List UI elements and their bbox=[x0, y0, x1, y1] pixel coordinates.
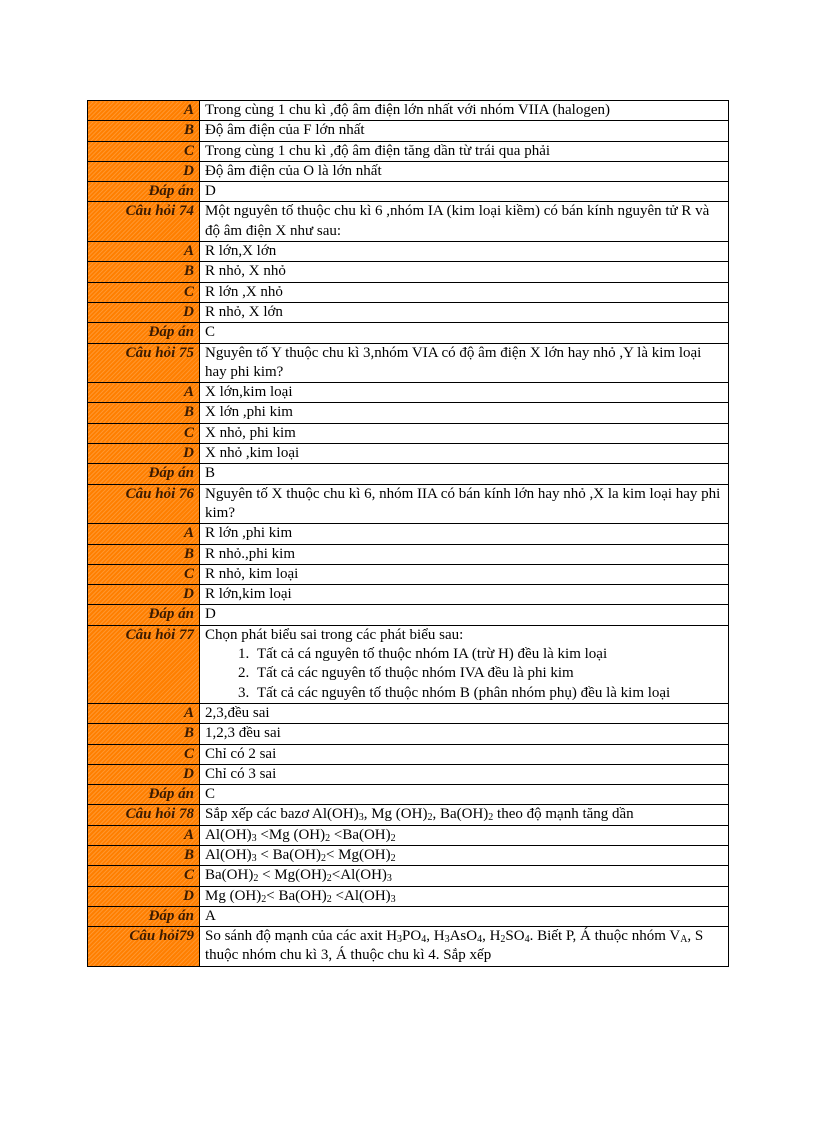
table-row bbox=[88, 625, 729, 703]
row-label: Đáp án bbox=[88, 906, 200, 926]
row-label: D bbox=[88, 444, 200, 464]
row-text-content: R nhỏ, kim loại bbox=[205, 565, 299, 582]
row-label: Đáp án bbox=[88, 605, 200, 625]
row-label: C bbox=[88, 423, 200, 443]
row-text-content: $Ba(OH)_2 < Mg(OH)_2<Al(OH)_3$ bbox=[205, 867, 392, 885]
table-row bbox=[88, 182, 729, 202]
table-row bbox=[88, 423, 729, 443]
row-text bbox=[200, 343, 729, 383]
row-text bbox=[200, 242, 729, 262]
table-row bbox=[88, 605, 729, 625]
row-label: C bbox=[88, 282, 200, 302]
quiz-table-body bbox=[88, 101, 729, 967]
row-text bbox=[200, 302, 729, 322]
row-text-content: C bbox=[205, 324, 216, 341]
row-text bbox=[200, 764, 729, 784]
table-row bbox=[88, 544, 729, 564]
row-text-content: R nhỏ.,phi kim bbox=[205, 545, 296, 562]
row-text-content: R nhỏ, X lớn bbox=[205, 303, 283, 320]
row-text bbox=[200, 403, 729, 423]
row-text-content: R lớn ,X nhỏ bbox=[205, 283, 283, 300]
row-text bbox=[200, 703, 729, 723]
row-text bbox=[200, 866, 729, 886]
row-text-content: R lớn,kim loại bbox=[205, 586, 292, 603]
row-label: B bbox=[88, 403, 200, 423]
row-text-content: R nhỏ, X nhỏ bbox=[205, 263, 286, 280]
row-label: Câu hỏi 75 bbox=[88, 343, 200, 383]
table-row bbox=[88, 703, 729, 723]
table-row bbox=[88, 825, 729, 845]
row-text-content: $Al(OH)_3 <Mg$ $(OH)_2 <Ba(OH)_2$ bbox=[205, 826, 396, 844]
row-label: A bbox=[88, 383, 200, 403]
row-text-content: Trong cùng 1 chu kì ,độ âm điện lớn nhất với nhóm VIIA (halogen) bbox=[205, 102, 610, 118]
row-label: B bbox=[88, 544, 200, 564]
table-row bbox=[88, 484, 729, 524]
row-label: C bbox=[88, 744, 200, 764]
row-text bbox=[200, 906, 729, 926]
row-text bbox=[200, 805, 729, 825]
table-row bbox=[88, 121, 729, 141]
table-row bbox=[88, 805, 729, 825]
statement-item: 3. Tất cả các nguyên tố thuộc nhóm B (phân nhóm phụ) đều là kim loại bbox=[253, 684, 723, 703]
table-row bbox=[88, 724, 729, 744]
row-text-content: X lớn,kim loại bbox=[205, 384, 293, 401]
row-text-content: 1,2,3 đều sai bbox=[205, 725, 281, 742]
table-row bbox=[88, 906, 729, 926]
row-label: A bbox=[88, 825, 200, 845]
row-text-content: B bbox=[205, 465, 216, 482]
table-row bbox=[88, 302, 729, 322]
row-text-content: Trong cùng 1 chu kì ,độ âm điện tăng dần từ trái qua phải bbox=[205, 142, 551, 159]
table-row bbox=[88, 886, 729, 906]
table-row bbox=[88, 524, 729, 544]
row-text bbox=[200, 927, 729, 967]
row-text bbox=[200, 724, 729, 744]
row-text-content: D bbox=[205, 183, 216, 200]
row-text bbox=[200, 464, 729, 484]
row-text bbox=[200, 262, 729, 282]
row-text-content: C bbox=[205, 786, 216, 803]
table-row bbox=[88, 585, 729, 605]
row-text-content: Mg $(OH)_2< Ba(OH)_2 <Al(OH)_3$ bbox=[205, 887, 396, 905]
table-row bbox=[88, 444, 729, 464]
table-row bbox=[88, 282, 729, 302]
row-text bbox=[200, 101, 729, 121]
row-text bbox=[200, 182, 729, 202]
table-row bbox=[88, 242, 729, 262]
row-text bbox=[200, 323, 729, 343]
row-label: C bbox=[88, 564, 200, 584]
row-text-content: X nhỏ, phi kim bbox=[205, 424, 296, 441]
table-row bbox=[88, 866, 729, 886]
row-text bbox=[200, 141, 729, 161]
row-label: B bbox=[88, 845, 200, 865]
table-row bbox=[88, 744, 729, 764]
row-label: A bbox=[88, 101, 200, 121]
quiz-table bbox=[87, 100, 729, 967]
row-text bbox=[200, 524, 729, 544]
row-label: Đáp án bbox=[88, 785, 200, 805]
row-label: C bbox=[88, 141, 200, 161]
row-label: B bbox=[88, 724, 200, 744]
row-text bbox=[200, 564, 729, 584]
row-text bbox=[200, 282, 729, 302]
row-label: A bbox=[88, 703, 200, 723]
row-text-content: Sắp xếp các bazơ $Al(OH)_3$, Mg $(OH)_2$, $Ba(OH)_2$ theo độ mạnh tăng dần bbox=[205, 806, 634, 824]
row-text bbox=[200, 383, 729, 403]
row-text-content: Chọn phát biểu sai trong các phát biểu sau: bbox=[205, 626, 464, 643]
row-text bbox=[200, 625, 729, 703]
row-label: D bbox=[88, 764, 200, 784]
row-label: B bbox=[88, 121, 200, 141]
table-row bbox=[88, 383, 729, 403]
row-text bbox=[200, 544, 729, 564]
row-text bbox=[200, 423, 729, 443]
row-text-content: So sánh độ mạnh của các axit $H_3PO_4$, $H_3AsO_4$, $H_2SO_4$. Biết P, Á thuộc nhóm $V_A$, S thuộc nhóm chu kì 3, Á thuộc chu kì 4. Sắp xếp bbox=[205, 928, 704, 964]
row-label: Câu hỏi79 bbox=[88, 927, 200, 967]
row-text bbox=[200, 825, 729, 845]
row-label: D bbox=[88, 161, 200, 181]
row-label: D bbox=[88, 302, 200, 322]
row-text-content: Chỉ có 3 sai bbox=[205, 765, 277, 782]
row-label: Đáp án bbox=[88, 323, 200, 343]
row-label: Đáp án bbox=[88, 464, 200, 484]
row-label: C bbox=[88, 866, 200, 886]
row-text bbox=[200, 484, 729, 524]
row-label: B bbox=[88, 262, 200, 282]
row-text-content: Độ âm điện của F lớn nhất bbox=[205, 122, 365, 139]
table-row bbox=[88, 202, 729, 242]
table-row bbox=[88, 403, 729, 423]
row-label: Câu hỏi 78 bbox=[88, 805, 200, 825]
row-label: Câu hỏi 76 bbox=[88, 484, 200, 524]
row-text-content: Chỉ có 2 sai bbox=[205, 745, 277, 762]
row-label: A bbox=[88, 242, 200, 262]
table-row bbox=[88, 161, 729, 181]
row-label: Câu hỏi 77 bbox=[88, 625, 200, 703]
table-row bbox=[88, 845, 729, 865]
row-text-content: R lớn,X lớn bbox=[205, 243, 277, 260]
row-text bbox=[200, 444, 729, 464]
row-text-content: A bbox=[205, 907, 216, 924]
table-row bbox=[88, 564, 729, 584]
row-label: D bbox=[88, 585, 200, 605]
row-text bbox=[200, 585, 729, 605]
table-row bbox=[88, 785, 729, 805]
table-row bbox=[88, 323, 729, 343]
row-text-content: Một nguyên tố thuộc chu kì 6 ,nhóm IA (kim loại kiềm) có bán kính nguyên tử R và độ âm điện X như sau: bbox=[205, 203, 710, 239]
table-row bbox=[88, 464, 729, 484]
row-text-content: Nguyên tố X thuộc chu kì 6, nhóm IIA có bán kính lớn hay nhỏ ,X la kim loại hay phi kim? bbox=[205, 485, 721, 521]
table-row bbox=[88, 262, 729, 282]
row-text-content: X nhỏ ,kim loại bbox=[205, 445, 300, 462]
row-text bbox=[200, 886, 729, 906]
row-text bbox=[200, 744, 729, 764]
row-text-content: D bbox=[205, 606, 216, 623]
row-text bbox=[200, 845, 729, 865]
row-text bbox=[200, 785, 729, 805]
statement-item: 2. Tất cả các nguyên tố thuộc nhóm IVA đều là phi kim bbox=[253, 664, 723, 683]
row-label: Đáp án bbox=[88, 182, 200, 202]
table-row bbox=[88, 101, 729, 121]
row-text-content: 2,3,đều sai bbox=[205, 704, 270, 721]
row-text-content: $Al(OH)_3 < Ba(OH)_2< Mg(OH)_2$ bbox=[205, 846, 396, 864]
row-label: Câu hỏi 74 bbox=[88, 202, 200, 242]
row-text bbox=[200, 605, 729, 625]
row-text-content: Độ âm điện của O là lớn nhất bbox=[205, 162, 382, 179]
row-text-content: R lớn ,phi kim bbox=[205, 525, 293, 542]
row-text bbox=[200, 121, 729, 141]
table-row bbox=[88, 764, 729, 784]
row-text-content: Nguyên tố Y thuộc chu kì 3,nhóm VIA có độ âm điện X lớn hay nhỏ ,Y là kim loại hay phi kim? bbox=[205, 344, 702, 380]
table-row bbox=[88, 927, 729, 967]
statement-item: 1. Tất cả cá nguyên tố thuộc nhóm IA (trừ H) đều là kim loại bbox=[253, 645, 723, 664]
table-row bbox=[88, 141, 729, 161]
statement-list bbox=[205, 645, 723, 703]
row-text bbox=[200, 202, 729, 242]
row-text-content: X lớn ,phi kim bbox=[205, 404, 293, 421]
table-row bbox=[88, 343, 729, 383]
row-text bbox=[200, 161, 729, 181]
row-label: A bbox=[88, 524, 200, 544]
row-label: D bbox=[88, 886, 200, 906]
